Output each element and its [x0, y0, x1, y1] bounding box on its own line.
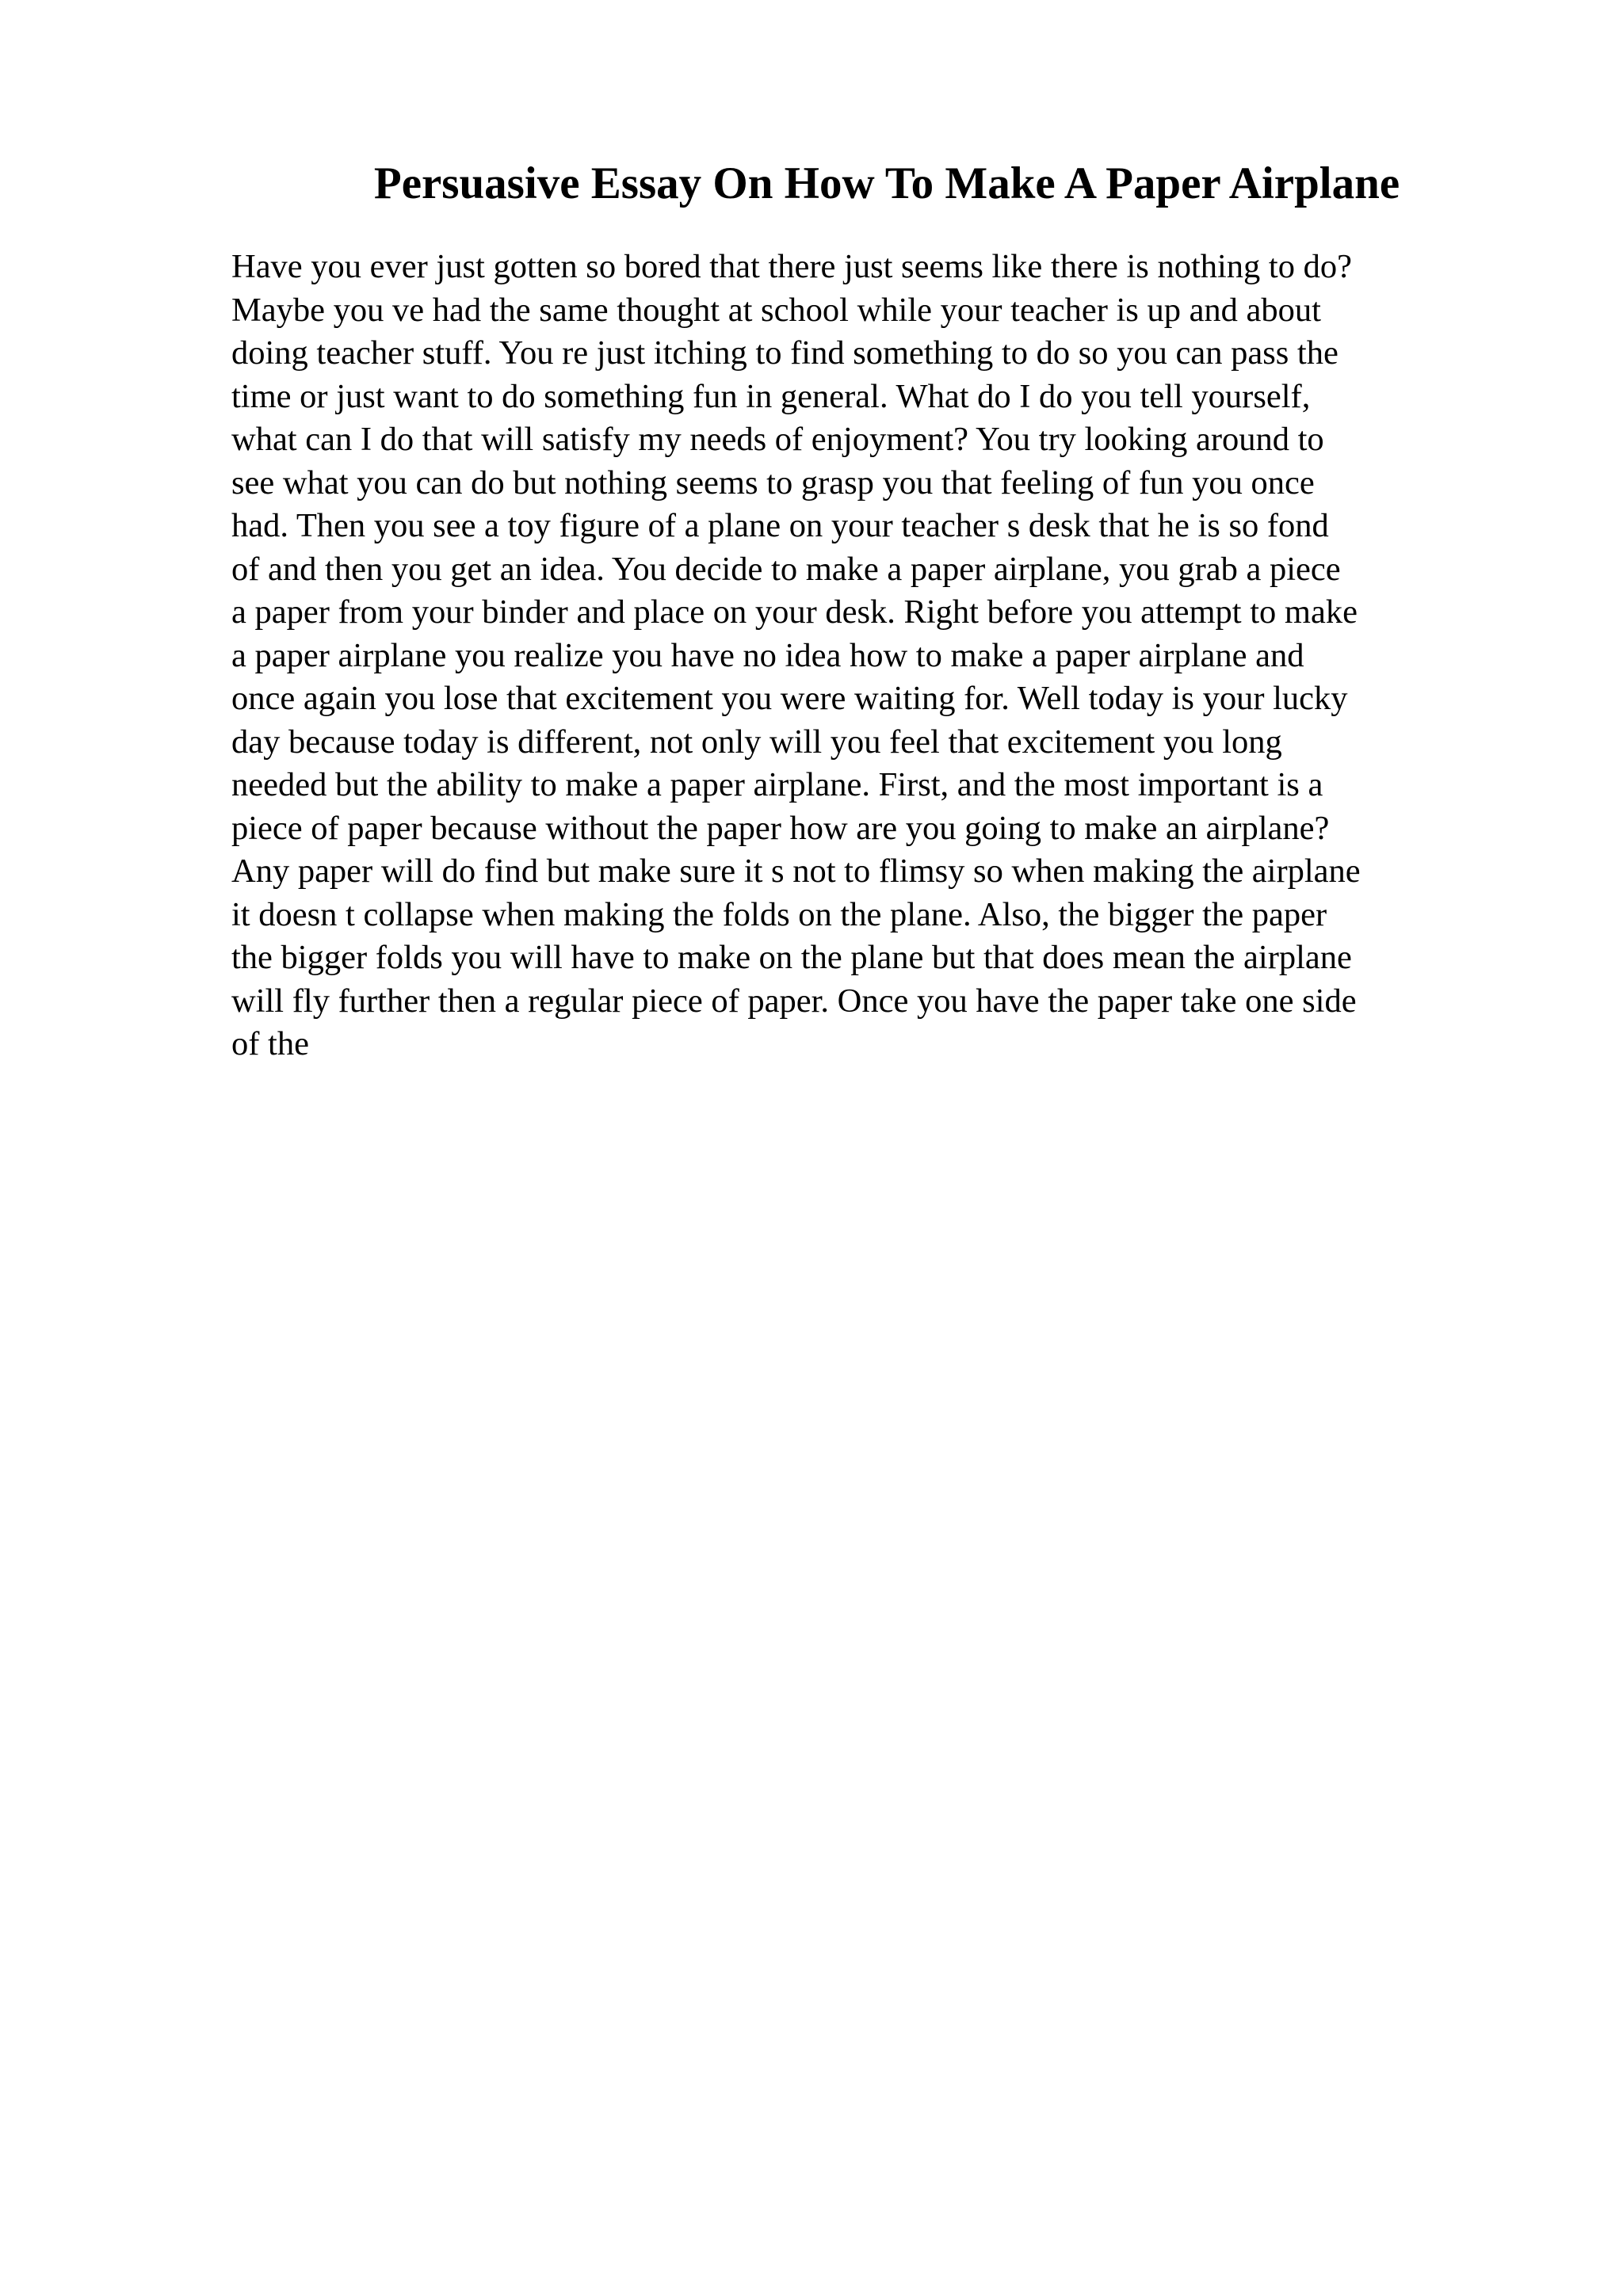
paragraph-line: day because today is different, not only will you feel that excitement you long — [231, 723, 1282, 761]
paragraph-line: it doesn t collapse when making the folds on the plane. Also, the bigger the paper — [231, 895, 1327, 933]
paragraph-line: a paper from your binder and place on your desk. Right before you attempt to make — [231, 593, 1358, 631]
paragraph-line: the bigger folds you will have to make on the plane but that does mean the airplane — [231, 939, 1352, 976]
paragraph-line: what can I do that will satisfy my needs of enjoyment? You try looking around to — [231, 421, 1324, 458]
paragraph-line: doing teacher stuff. You re just itching to find something to do so you can pass the — [231, 334, 1338, 372]
paragraph-line: time or just want to do something fun in general. What do I do you tell yourself, — [231, 377, 1311, 415]
paragraph-line: of and then you get an idea. You decide to make a paper airplane, you grab a piece — [231, 550, 1341, 588]
document-title: Persuasive Essay On How To Make A Paper Airplane — [373, 158, 1400, 208]
paragraph-line: piece of paper because without the paper how are you going to make an airplane? — [231, 809, 1330, 847]
paragraph-line: of the — [231, 1025, 309, 1062]
paragraph-line: Any paper will do find but make sure it s not to flimsy so when making the airplane — [231, 852, 1361, 890]
paragraph-line: once again you lose that excitement you were waiting for. Well today is your lucky — [231, 680, 1348, 717]
paragraph-line: a paper airplane you realize you have no idea how to make a paper airplane and — [231, 636, 1304, 674]
essay-paragraph — [231, 246, 1468, 1066]
paragraph-line: Have you ever just gotten so bored that there just seems like there is nothing to do? — [231, 248, 1352, 285]
paragraph-line: Maybe you ve had the same thought at school while your teacher is up and about — [231, 291, 1321, 329]
paragraph-line: see what you can do but nothing seems to grasp you that feeling of fun you once — [231, 463, 1315, 502]
paragraph-line: had. Then you see a toy figure of a plane on your teacher s desk that he is so fond — [231, 507, 1329, 544]
paragraph-line: needed but the ability to make a paper airplane. First, and the most important is a — [231, 766, 1323, 803]
paragraph-line: will fly further then a regular piece of paper. Once you have the paper take one side — [231, 982, 1357, 1020]
